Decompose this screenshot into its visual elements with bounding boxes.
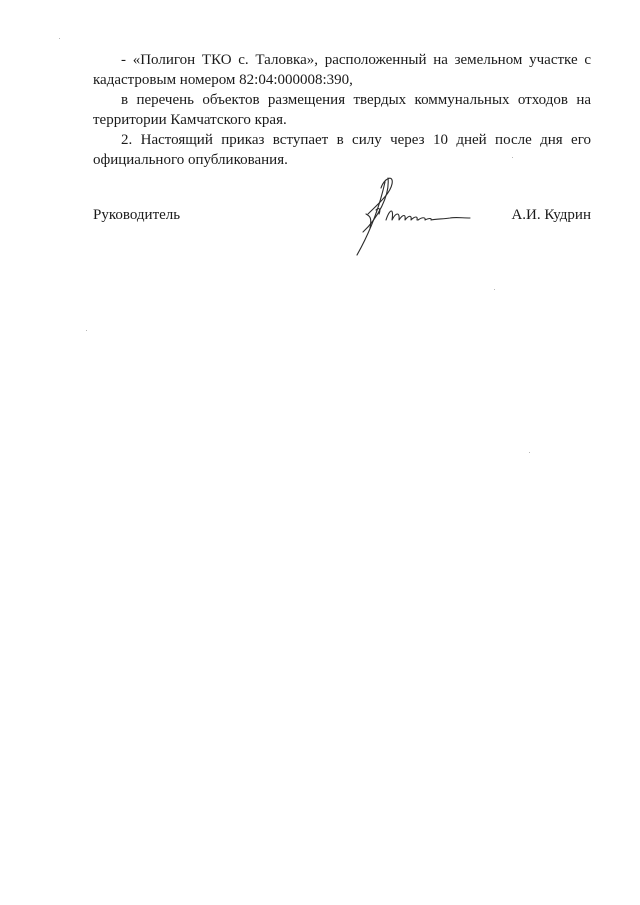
handwritten-signature-icon (348, 170, 478, 260)
paragraph-landfill-item-cont (93, 70, 591, 90)
paragraph-landfill-item (93, 50, 591, 70)
paragraph-line: 2. Настоящий приказ вступает в силу через 10 дней после дня его (121, 132, 591, 148)
paragraph-inclusion-cont (93, 110, 591, 130)
scan-speck (86, 330, 87, 331)
paragraph-line: кадастровым номером 82:04:000008:390, (93, 72, 353, 88)
signatory-title: Руководитель (93, 207, 181, 223)
scan-speck (512, 157, 513, 158)
scan-speck (59, 38, 60, 39)
paragraph-line: официального опубликования. (93, 152, 288, 168)
paragraph-effective-date (93, 130, 591, 150)
scan-speck (529, 452, 530, 453)
paragraph-effective-date-cont (93, 150, 591, 170)
paragraph-line: в перечень объектов размещения твердых коммунальных отходов на (121, 92, 591, 108)
document-body (93, 50, 591, 170)
paragraph-line: территории Камчатского края. (93, 112, 287, 128)
scan-speck (494, 289, 495, 290)
signature-block (93, 205, 591, 265)
signatory-name: А.И. Кудрин (511, 207, 591, 223)
paragraph-inclusion (93, 90, 591, 110)
paragraph-line: - «Полигон ТКО с. Таловка», расположенный на земельном участке с (121, 52, 591, 68)
